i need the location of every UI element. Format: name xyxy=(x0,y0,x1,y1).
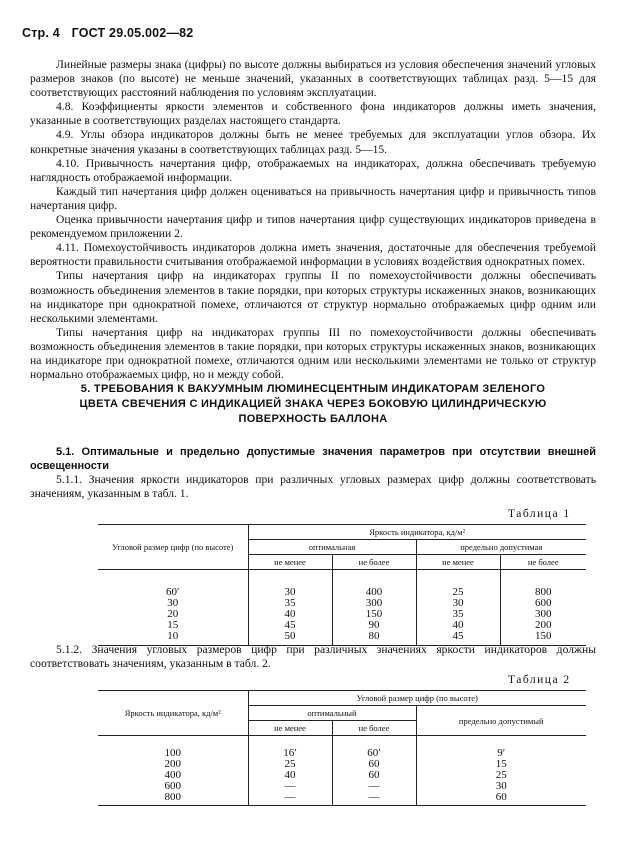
paragraph: 4.11. Помехоустойчивость индикаторов должна иметь значения, достаточные для обеспечения требуемой вероятности правильности считывания отображаемой информации в условиях воздействия однократных помех. xyxy=(30,241,596,269)
table-row: 60′ 30 400 25 800 xyxy=(98,587,586,598)
table-row: 30 35 300 30 600 xyxy=(98,598,586,609)
table-1 xyxy=(98,524,586,646)
paragraph: Типы начертания цифр на индикаторах группы III по помехоустойчивости должны обеспечивать возможность объединения элементов в такие порядки, при которых структуры искаженных знаков, возникающих на индикаторе при однократной помехе, отличаются одним или несколькими элементами не только от структур нормально отображаемых цифр, но и между собой. xyxy=(30,325,596,382)
t2-col-angle: Угловой размер цифр (по высоте) xyxy=(248,691,586,706)
table-row: 15 45 90 40 200 xyxy=(98,620,586,631)
page-header xyxy=(22,26,201,40)
subsection-5-1-2 xyxy=(30,643,596,671)
section-title: 5. ТРЕБОВАНИЯ К ВАКУУМНЫМ ЛЮМИНЕСЦЕНТНЫМ ИНДИКАТОРАМ ЗЕЛЕНОГО ЦВЕТА СВЕЧЕНИЯ С ИНДИКАЦИЕЙ ЗНАКА ЧЕРЕЗ БОКОВУЮ ЦИЛИНДРИЧЕСКУЮ ПОВЕРХНОСТЬ БАЛЛОНА xyxy=(79,383,547,425)
page-number: Стр. 4 xyxy=(22,26,60,40)
paragraph: 4.10. Привычность начертания цифр, отображаемых на индикаторах, должна обеспечивать требуемую наглядность отображаемой информации. xyxy=(30,156,596,184)
paragraph: Типы начертания цифр на индикаторах группы II по помехоустойчивости должны обеспечивать возможность объединения элементов в такие порядки, при которых структуры искаженных знаков, возникающих на индикаторе при однократной помехе, отличаются от структур нормально отображаемых цифр одним или несколькими элементами. xyxy=(30,269,596,325)
table-row: 100 16′ 60′ 9′ xyxy=(98,748,586,759)
standard-id: ГОСТ 29.05.002—82 xyxy=(71,26,194,40)
paragraph: 4.8. Коэффициенты яркости элементов и собственного фона индикаторов должны иметь значения, указанные в соответствующих разделах настоящего стандарта. xyxy=(30,100,596,128)
body-text xyxy=(30,58,596,382)
table-row: 10 50 80 45 150 xyxy=(98,631,586,642)
t1-optimal: оптимальная xyxy=(248,540,416,555)
t2-limit: предельно допустимый xyxy=(416,706,586,736)
clause-5-1-2: 5.1.2. Значения угловых размеров цифр при различных значениях яркости индикаторов должны соответствовать значениям, указанным в табл. 2. xyxy=(30,643,596,671)
t1-lim-min: не менее xyxy=(416,555,500,570)
t1-opt-max: не более xyxy=(332,555,416,570)
table1-caption: Таблица 1 xyxy=(508,508,571,520)
paragraph: 4.9. Углы обзора индикаторов должны быть не менее требуемых для эксплуатации углов обзора. Их конкретные значения указаны в соответствующих таблицах разд. 5—15. xyxy=(30,128,596,156)
t1-col-angle: Угловой размер цифр (по высоте) xyxy=(98,525,248,570)
subsection-5-1 xyxy=(30,445,596,501)
table-row: 600 — — 30 xyxy=(98,781,586,792)
table2-caption: Таблица 2 xyxy=(508,674,571,686)
paragraph: Каждый тип начертания цифр должен оцениваться на привычность начертания цифр и привычность типов начертания цифр. xyxy=(30,184,596,212)
table-row: 200 25 60 15 xyxy=(98,759,586,770)
paragraph: Оценка привычности начертания цифр и типов начертания цифр существующих индикаторов приведена в рекомендуемом приложении 2. xyxy=(30,213,596,241)
table-row: 20 40 150 35 300 xyxy=(98,609,586,620)
t2-col-brightness: Яркость индикатора, кд/м² xyxy=(98,691,248,736)
t1-col-brightness: Яркость индикатора, кд/м² xyxy=(248,525,586,540)
paragraph: Линейные размеры знака (цифры) по высоте должны выбираться из условия обеспечения значений угловых размеров знаков (по высоте) не меньше значений, указанных в соответствующих таблицах разд. 5—15 для соответствующих расстояний наблюдения по условиям эксплуатации. xyxy=(30,58,596,100)
t2-optimal: оптимальный xyxy=(248,706,416,721)
clause-5-1-1: 5.1.1. Значения яркости индикаторов при различных угловых размерах цифр должны соответствовать значениям, указанным в табл. 1. xyxy=(30,473,596,501)
table-row: 400 40 60 25 xyxy=(98,770,586,781)
t2-opt-min: не менее xyxy=(248,721,332,736)
table-row: 800 — — 60 xyxy=(98,792,586,803)
t2-opt-max: не более xyxy=(332,721,416,736)
table-2 xyxy=(98,690,586,806)
t1-opt-min: не менее xyxy=(248,555,332,570)
clause-5-1: 5.1. Оптимальные и предельно допустимые значения параметров при отсутствии внешней освещенности xyxy=(30,446,596,473)
t1-limit: предельно допустимая xyxy=(416,540,586,555)
t1-lim-max: не более xyxy=(500,555,586,570)
